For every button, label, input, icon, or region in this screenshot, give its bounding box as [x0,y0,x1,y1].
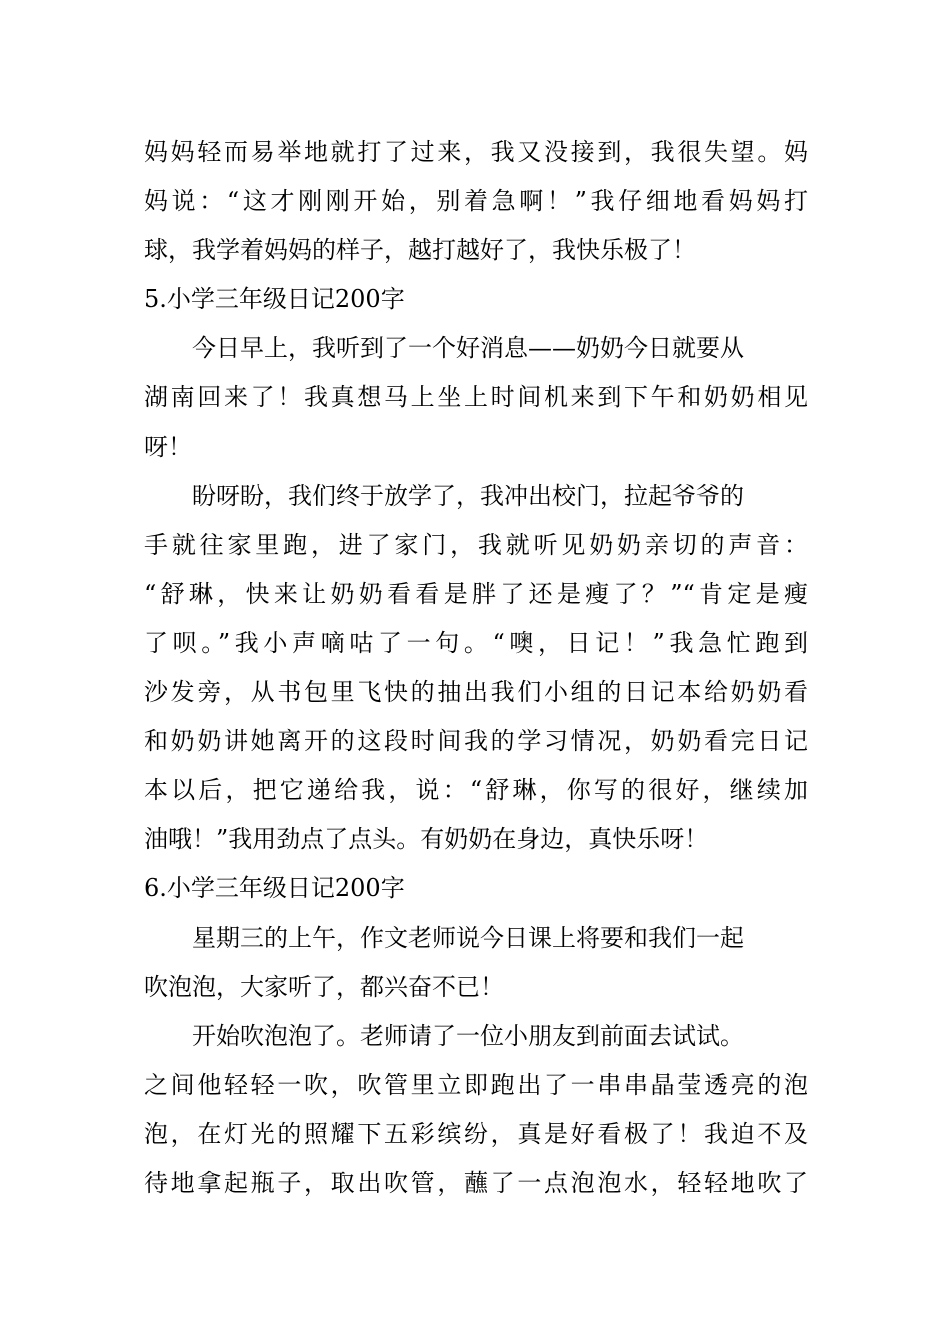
paragraph-line: 星期三的上午，作文老师说今日课上将要和我们一起 [192,923,744,952]
paragraph-line: 和奶奶讲她离开的这段时间我的学习情况，奶奶看完日记 [144,727,808,756]
section-heading: 5.小学三年级日记200字 [144,285,405,314]
paragraph-line: 待地拿起瓶子，取出吹管，蘸了一点泡泡水，轻轻地吹了 [144,1168,808,1197]
paragraph-line: 今日早上，我听到了一个好消息——奶奶今日就要从 [192,334,744,363]
paragraph-line: 盼呀盼，我们终于放学了，我冲出校门，拉起爷爷的 [192,481,744,510]
paragraph-line: 本以后，把它递给我，说：“舒琳，你写的很好，继续加 [144,776,808,805]
paragraph-line: 油哦！”我用劲点了点头。有奶奶在身边，真快乐呀！ [144,825,709,854]
paragraph-line: 之间他轻轻一吹，吹管里立即跑出了一串串晶莹透亮的泡 [144,1070,808,1099]
paragraph-line: “舒琳，快来让奶奶看看是胖了还是瘦了？”“肯定是瘦 [144,579,808,608]
section-heading: 6.小学三年级日记200字 [144,874,405,903]
paragraph-line: 开始吹泡泡了。老师请了一位小朋友到前面去试试。 [192,1021,744,1050]
document-page [144,128,808,1208]
paragraph-line: 沙发旁，从书包里飞快的抽出我们小组的日记本给奶奶看 [144,678,808,707]
paragraph-line: 球，我学着妈妈的样子，越打越好了，我快乐极了！ [144,236,696,265]
paragraph-line: 妈妈轻而易举地就打了过来，我又没接到，我很失望。妈 [144,138,808,166]
paragraph-line: 吹泡泡，大家听了，都兴奋不已！ [144,972,504,1001]
paragraph-line: 手就往家里跑，进了家门，我就听见奶奶亲切的声音： [144,530,808,559]
paragraph-line: 了呗。”我小声嘀咕了一句。“噢，日记！”我急忙跑到 [144,628,808,657]
paragraph-line: 呀！ [144,432,192,461]
paragraph-line: 湖南回来了！我真想马上坐上时间机来到下午和奶奶相见 [144,383,808,412]
paragraph-line: 妈说：“这才刚刚开始，别着急啊！”我仔细地看妈妈打 [144,187,808,216]
paragraph-line: 泡，在灯光的照耀下五彩缤纷，真是好看极了！我迫不及 [144,1119,808,1148]
